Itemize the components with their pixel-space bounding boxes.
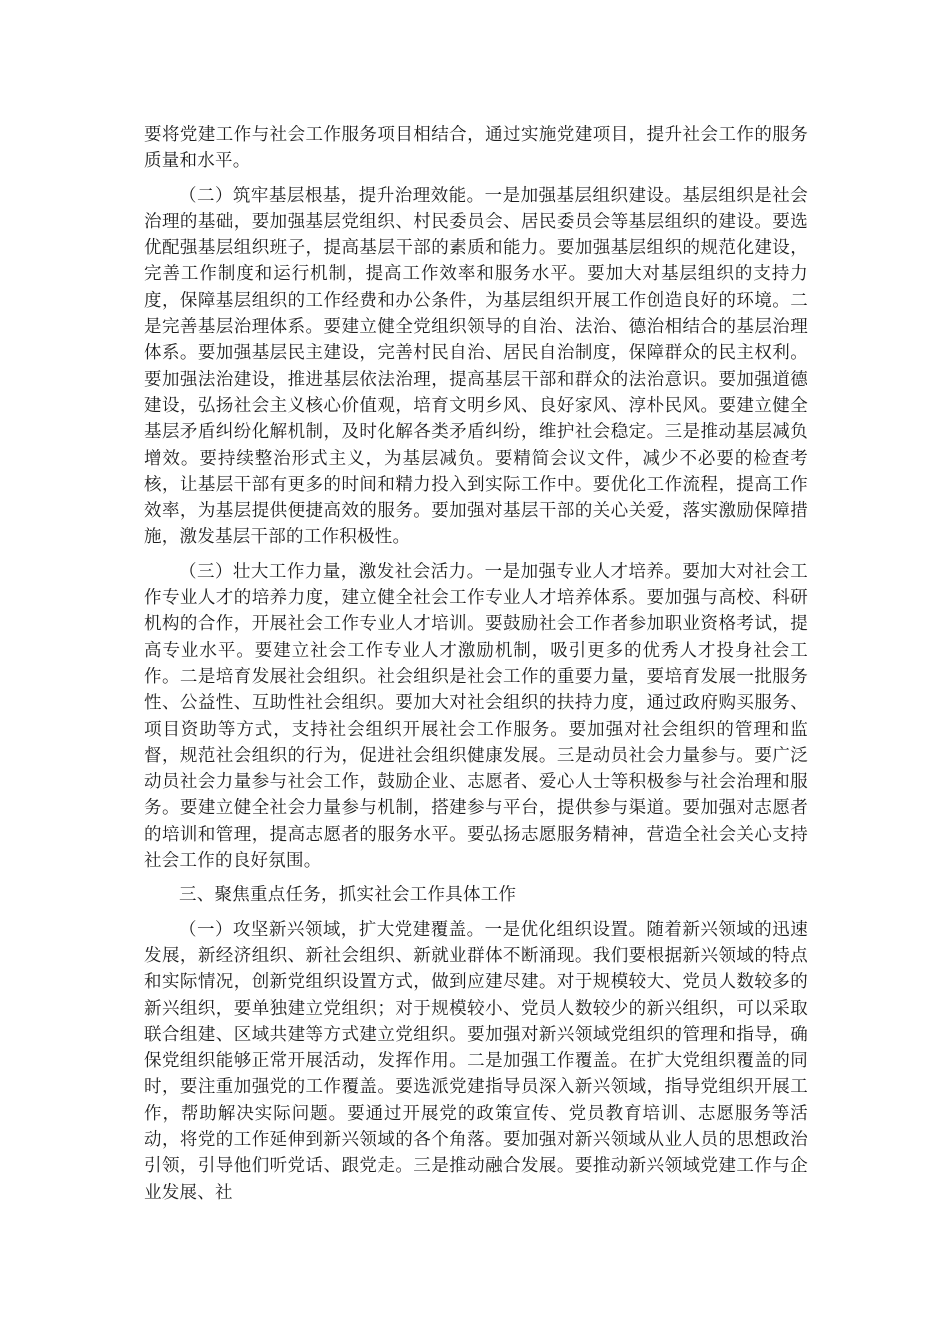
paragraph-section-3-1: （一）攻坚新兴领域，扩大党建覆盖。一是优化组织设置。随着新兴领域的迅速发展，新经济组织、新社会组织、新就业群体不断涌现。我们要根据新兴领域的特点和实际情况，创新党组织设置方式，做到应建尽建。对于规模较大、党员人数较多的新兴组织，要单独建立党组织；对于规模较小、党员人数较少的新兴组织，可以采取联合组建、区域共建等方式建立党组织。要加强对新兴领域党组织的管理和指导，确保党组织能够正常开展活动，发挥作用。二是加强工作覆盖。在扩大党组织覆盖的同时，要注重加强党的工作覆盖。要选派党建指导员深入新兴领域，指导党组织开展工作，帮助解决实际问题。要通过开展党的政策宣传、党员教育培训、志愿服务等活动，将党的工作延伸到新兴领域的各个角落。要加强对新兴领域从业人员的思想政治引领，引导他们听党话、跟党走。三是推动融合发展。要推动新兴领域党建工作与企业发展、社 (144, 919, 808, 1203)
paragraph-section-2-2: （二）筑牢基层根基，提升治理效能。一是加强基层组织建设。基层组织是社会治理的基础，要加强基层党组织、村民委员会、居民委员会等基层组织的建设。要选优配强基层组织班子，提高基层干部的素质和能力。要加强基层组织的规范化建设，完善工作制度和运行机制，提高工作效率和服务水平。要加大对基层组织的支持力度，保障基层组织的工作经费和办公条件，为基层组织开展工作创造良好的环境。二是完善基层治理体系。要建立健全党组织领导的自治、法治、德治相结合的基层治理体系。要加强基层民主建设，完善村民自治、居民自治制度，保障群众的民主权利。要加强法治建设，推进基层依法治理，提高基层干部和群众的法治意识。要加强道德建设，弘扬社会主义核心价值观，培育文明乡风、良好家风、淳朴民风。要建立健全基层矛盾纠纷化解机制，及时化解各类矛盾纠纷，维护社会稳定。三是推动基层减负增效。要持续整治形式主义，为基层减负。要精简会议文件，减少不必要的检查考核，让基层干部有更多的时间和精力投入到实际工作中。要优化工作流程，提高工作效率，为基层提供便捷高效的服务。要加强对基层干部的关心关爱，落实激励保障措施，激发基层干部的工作积极性。 (144, 185, 808, 548)
section-heading-3: 三、聚焦重点任务，抓实社会工作具体工作 (179, 885, 517, 906)
document-page (144, 122, 808, 1214)
paragraph-section-2-3: （三）壮大工作力量，激发社会活力。一是加强专业人才培养。要加大对社会工作专业人才的培养力度，建立健全社会工作专业人才培养体系。要加强与高校、科研机构的合作，开展社会工作专业人才培训。要鼓励社会工作者参加职业资格考试，提高专业水平。要建立社会工作专业人才激励机制，吸引更多的优秀人才投身社会工作。二是培育发展社会组织。社会组织是社会工作的重要力量，要培育发展一批服务性、公益性、互助性社会组织。要加大对社会组织的扶持力度，通过政府购买服务、项目资助等方式，支持社会组织开展社会工作服务。要加强对社会组织的管理和监督，规范社会组织的行为，促进社会组织健康发展。三是动员社会力量参与。要广泛动员社会力量参与社会工作，鼓励企业、志愿者、爱心人士等积极参与社会治理和服务。要建立健全社会力量参与机制，搭建参与平台，提供参与渠道。要加强对志愿者的培训和管理，提高志愿者的服务水平。要弘扬志愿服务精神，营造全社会关心支持社会工作的良好氛围。 (144, 561, 808, 872)
paragraph-continuation: 要将党建工作与社会工作服务项目相结合，通过实施党建项目，提升社会工作的服务质量和水平。 (144, 125, 808, 172)
